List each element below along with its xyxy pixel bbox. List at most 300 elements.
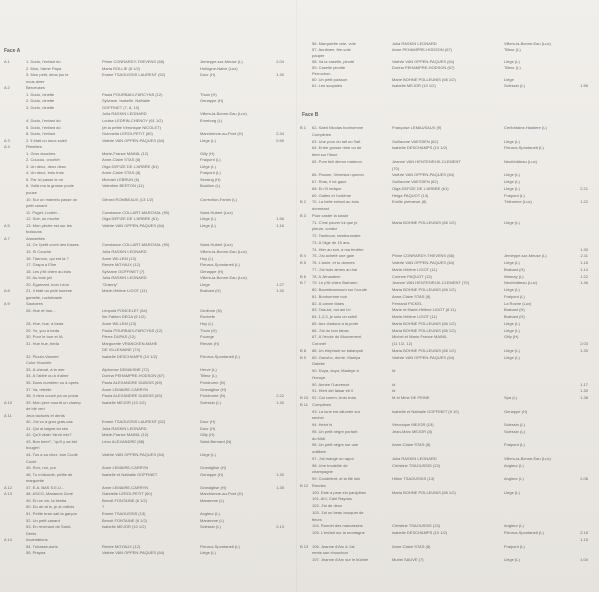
track-title: 75. J'ai acheté une gaie xyxy=(312,254,355,259)
track-place: Grandglise (H) xyxy=(200,485,227,490)
track-singer: Louise LEDRIN-CHENOY (61 1/2) xyxy=(102,118,163,123)
track-code: A 5 xyxy=(4,223,10,228)
track-place: Dour (H) xyxy=(200,426,216,431)
track-singer: DE VILLENAINE (74) xyxy=(102,348,141,353)
track-title: 51. Petite bran sait la garçon xyxy=(26,511,77,516)
track-singer: Id xyxy=(392,369,396,373)
track-code: A 9 xyxy=(4,302,10,307)
track-singer: Julia RASKIN LEONARD xyxy=(102,276,147,281)
track-place: Fraipont (L) xyxy=(504,294,525,299)
track-title: 6. Dodo, l'enfant xyxy=(26,132,56,137)
track-title: Berceuses xyxy=(26,86,45,91)
track-singer: Maria BOHNE POLLEUNIS (66 1/2) xyxy=(392,288,456,292)
track-singer: Maria BOHNE POLLEUNIS (66 1/2) xyxy=(392,321,456,326)
track-title: 45. Ron, ron, pur xyxy=(26,466,57,471)
track-title: 106. Jeanne d'Arc à J'ai xyxy=(312,544,355,549)
track-place: Marchienne-au-Pont (H) xyxy=(200,132,243,137)
track-time: 2.22 xyxy=(276,394,284,399)
track-singer: Muriel SAUVE (7) xyxy=(392,558,424,562)
track-title: 81. Bonhomme noir xyxy=(312,294,347,299)
track-place: Angleur (L) xyxy=(200,511,220,516)
track-code: A 8 xyxy=(4,289,10,294)
track-place: Gilly (H) xyxy=(200,433,215,438)
track-singer: Paula ALEXANDRE DUBOIS (69) xyxy=(102,394,163,399)
track-title: 46. Tu m'aborde, petite de xyxy=(26,472,73,477)
track-singer: Sylviane GOFFINET (7) xyxy=(102,269,145,274)
track-place: Rochefe xyxy=(200,315,215,320)
track-place: Fraipont (L) xyxy=(504,544,525,549)
track-place: Genappe (H) xyxy=(200,99,224,104)
track-code: B 13 xyxy=(300,544,309,549)
track-code: A 10 xyxy=(4,400,13,405)
track-time: 1.30 xyxy=(276,400,284,405)
track-title: 104. Ronnet des marcassins xyxy=(312,524,363,529)
track-singer: Françoise LEMAUSAUX (9) xyxy=(392,126,442,130)
track-singer: Isabelle DESCHAMPS (10 1/2) xyxy=(392,146,448,151)
track-singer: Dorina PEHAMPRE-HODSON (67) xyxy=(102,374,165,379)
track-title: outillare xyxy=(312,450,327,454)
track-singer: Julia RASKIN LEONARD xyxy=(392,42,437,46)
track-place: Erzeburg (L) xyxy=(200,118,223,123)
track-time: 1.56 xyxy=(580,84,588,88)
track-place: Liège (L) xyxy=(504,60,520,64)
track-singer: Michael LEBRUN (6) xyxy=(102,177,140,182)
track-title: 64. Entre grosse rime ou de xyxy=(312,146,362,151)
track-code: B 10 xyxy=(300,396,309,400)
track-title: 102. J'ai de deux xyxy=(312,504,343,508)
track-place: Liège (L) xyxy=(200,164,216,169)
track-title: 54. Tuhasse-avris xyxy=(26,544,58,549)
track-place: Dour (H) xyxy=(200,420,216,425)
track-time: 1.22 xyxy=(580,274,588,279)
track-title: 69. Gaites et l'ordême xyxy=(312,193,352,198)
track-title: Coronel xyxy=(312,342,327,346)
track-singer: Phine CONRARDY-THEVENS (68) xyxy=(392,254,455,259)
track-code: B 3 xyxy=(300,213,307,218)
track-title: 29. Yo, you à beda xyxy=(26,328,60,333)
track-title: 43. Bon beer!", "qu'il y sa bel xyxy=(26,439,77,444)
track-singer: Julia RASKIN LEONARD xyxy=(102,249,147,254)
track-place: Grandglise (H) xyxy=(200,466,227,471)
track-title: 91. Hiert del faisar éti li xyxy=(312,389,353,394)
track-title: 72. Tamboun, tamboumaire xyxy=(312,234,361,238)
track-title: 90. Année l'Laurencé xyxy=(312,382,350,387)
track-title: 47. E.A. BAS S.E.U... xyxy=(26,485,65,490)
track-title: 2. Dodo, ninette xyxy=(26,99,55,104)
track-time: 1.30 xyxy=(580,348,588,353)
track-place: Liège (L) xyxy=(504,558,520,562)
track-place: Fleurus-Spontaneit (L) xyxy=(200,354,240,359)
track-singer: Guillaume VAESSEN (62) xyxy=(392,139,438,144)
track-title: 89. Gavoho, dorrie, Mariiya xyxy=(312,355,361,360)
track-title: 92. Cal comm, trotu trotu xyxy=(312,396,357,400)
track-time: 1.16 xyxy=(276,223,284,228)
track-title: de blé vert xyxy=(26,407,45,412)
track-title: 14. Ce l'petit cochi des fosses xyxy=(26,243,79,248)
track-singer: Emilie pietrarwe (8) xyxy=(392,200,427,205)
track-singer: (70) xyxy=(392,166,400,171)
track-title: 48. ASCO, Marianne Zoné xyxy=(26,492,73,497)
track-place: Saint-Hubert (Lux) xyxy=(200,210,233,215)
track-title: secher xyxy=(312,416,325,421)
track-title: Coulé xyxy=(26,459,37,464)
track-time: 2.06 xyxy=(580,477,588,481)
track-singer: Christine TSAOUSSIS (13) xyxy=(392,463,440,468)
track-singer: Jeanne VAN HENTENRIJK-CLEMENT (70) xyxy=(392,281,469,286)
track-singer: Isabelle MEJOR (10 1/2) xyxy=(102,525,146,530)
track-place: Liège (L) xyxy=(200,223,216,228)
track-place: Genappe (H) xyxy=(200,269,224,274)
track-title: 30. Pour le tour et IA xyxy=(26,335,63,340)
track-place: Liège (L) xyxy=(200,138,216,143)
track-place: Liège (L) xyxy=(504,261,520,265)
track-singer: Olga DEFIZE DE L'ARBRE (61) xyxy=(102,164,159,169)
track-place: Gilly (H) xyxy=(200,151,215,156)
track-title: marguette xyxy=(26,479,45,484)
track-title: 74. Hier au soir, à ma fenêtre xyxy=(312,247,364,252)
track-place: Huy (L) xyxy=(200,256,214,261)
track-singer: Valérie VAN OPPEN-PAQUES (64) xyxy=(392,261,455,265)
track-singer: Sylviane, Isabelle, Nathalie xyxy=(102,99,151,104)
track-singer: Id xyxy=(392,389,396,394)
track-place: Neufchâteau (Lux) xyxy=(504,159,537,164)
track-place: Sclessin (L) xyxy=(504,423,525,427)
track-singer: Isabelle DESCHAMPS (10 1/2) xyxy=(392,531,448,535)
track-title: 41. Qui ai taigné-toi ses xyxy=(26,426,69,431)
track-time: 2.21 xyxy=(580,186,588,191)
track-singer: Anne WILLEM (13) xyxy=(102,322,137,326)
track-place: Tilleur (L) xyxy=(504,66,521,70)
track-place: Bouillon (L) xyxy=(200,184,221,189)
track-title: 4. Un deux, trois trois xyxy=(26,171,64,176)
track-singer: Guillaume VAESSEN (62) xyxy=(392,180,438,184)
track-title: 15. Si Couche xyxy=(26,249,52,254)
track-code: B 7 xyxy=(300,281,307,286)
track-singer: Pierre DUPAS (12) xyxy=(102,335,136,340)
track-title: l'invoye xyxy=(312,375,326,380)
column-divider xyxy=(296,0,297,592)
track-title: 1. Dodo, ninette xyxy=(26,92,55,97)
track-title: fleurs xyxy=(312,517,322,522)
track-time: 1.22 xyxy=(580,200,588,205)
track-title: 82. À canne blaes xyxy=(312,301,345,306)
track-singer: Julia RASKIN LEONARD xyxy=(102,112,147,117)
track-singer: Julia RASKIN LEONARD xyxy=(102,426,147,431)
track-singer: Id xyxy=(392,382,396,387)
track-place: Villers-la-Bonne-Eau (Lux) xyxy=(200,249,247,254)
track-title: 1. Gros douches xyxy=(26,151,56,156)
track-title: 79. Le p'tit chien Barbarín xyxy=(312,281,358,286)
track-title: buissons xyxy=(26,230,42,235)
track-place: Fleurus-Spontaneit (L) xyxy=(200,544,240,549)
track-title: petit canard xyxy=(26,204,47,209)
track-place: Liège (L) xyxy=(504,490,520,495)
track-title: 60. Un petit poisson xyxy=(312,78,348,82)
track-time: 2.13 xyxy=(276,525,284,530)
track-place: Herve (L) xyxy=(200,367,217,372)
track-singer: Anne LEMAIRE-CARRYN xyxy=(102,485,149,490)
track-place: Villers-la-Bonne-Eau (Lux) xyxy=(504,456,551,461)
track-title: 90. Doya, doya, Madeye à xyxy=(312,369,359,373)
track-singer: ? xyxy=(102,505,105,510)
track-singer: Erwee TSAOUSSIS (13) xyxy=(102,511,146,516)
track-singer: Isabelle et Nathalie GOFFINET (9 10) xyxy=(392,409,459,414)
track-singer: Léon ALEXANDRE (88) xyxy=(102,439,145,444)
track-singer: Maria BOHNE POLLEUNIS (66 1/2) xyxy=(392,348,456,353)
track-singer: Anne-Claire STAS (8) xyxy=(392,544,431,549)
track-place: Angleur (L) xyxy=(504,463,524,468)
track-time: 2.03 xyxy=(580,342,588,346)
track-place: Liège (L) xyxy=(200,453,216,457)
track-singer: Léopold PONCELET (84) xyxy=(102,308,148,313)
track-singer: Valérie VAN OPPEN-PAQUES (64) xyxy=(392,173,455,178)
track-title: 4. Dodo, l'enfant do xyxy=(26,118,61,123)
track-singer: Valentine BERTON (11) xyxy=(102,184,144,189)
track-singer: Gérard ROMBEAUX (13 1/2) xyxy=(102,197,154,202)
track-place: Liège (L) xyxy=(504,288,520,292)
track-place: Cerfontaine-Hastiere (L) xyxy=(504,126,547,130)
track-singer: Isabelle MEJOR (10 1/2) xyxy=(102,400,146,405)
track-title: 18. Les p'tit chien au bois xyxy=(26,269,72,274)
track-title: 3. Un deux, deux deux xyxy=(26,164,67,169)
track-place: Gedinne (N) xyxy=(200,308,222,313)
track-place: Jemeppe-sur-Meuse (L) xyxy=(200,60,243,64)
track-singer: Maria BOHNE POLLEUNIS (66 1/2) xyxy=(392,490,456,495)
track-time: 1.30 xyxy=(580,389,588,394)
track-title: 12. Soir, un moche xyxy=(26,217,60,222)
track-singer: Valérie VAN OPPEN-PAQUES (64) xyxy=(102,223,165,228)
track-title: 3. Dodo, ninette xyxy=(26,105,55,110)
track-singer: Valérie VAN OPPEN-PAQUES (64) xyxy=(102,138,165,143)
track-title: gamelle, ruchebaste xyxy=(26,295,63,300)
track-title: 95. Un petit négre portant xyxy=(312,429,358,434)
track-singer: Anne-Claire STAS (8) xyxy=(392,443,431,448)
track-singer: Marie BOHNE POLLEUNIS (66 1/2) xyxy=(392,78,456,82)
track-singer: Helga PAQUOT (13) xyxy=(392,193,429,198)
track-title: 31. Hue hue, beda xyxy=(26,341,59,346)
track-time: 2.11 xyxy=(580,254,588,259)
track-code: A 7 xyxy=(4,236,10,241)
track-title: pleure, contez xyxy=(312,227,338,232)
track-place: Liège (L) xyxy=(504,348,520,353)
track-time: 1.04 xyxy=(580,558,588,562)
track-code: B 1 xyxy=(300,126,307,130)
track-title: pouce xyxy=(26,191,37,195)
track-singer: Marie-France MAINIL (12) xyxy=(102,433,149,438)
track-time: 1.56 xyxy=(276,217,284,222)
track-title: Denis xyxy=(26,531,37,536)
track-code: B 12 xyxy=(300,483,309,488)
track-title: 34. À l'abbé ou à d'aline xyxy=(26,374,69,379)
track-place: Spa (L) xyxy=(504,396,518,400)
track-title: Incantations xyxy=(26,538,48,543)
track-singer: Maria BOHNE POLLEUNIS (66 1/2) xyxy=(392,220,456,225)
track-title: 2. Mon, l'aime Papa xyxy=(26,66,62,71)
track-title: 2. Coucou, crochet xyxy=(26,158,60,163)
track-title: 35. Dans nombien ou à oprès xyxy=(26,380,79,385)
track-time: 0.59 xyxy=(276,138,284,143)
track-time: 1.46 xyxy=(580,281,588,286)
track-singer: Jeanne VAN HENTENRIJK-CLEMENT xyxy=(392,159,461,164)
track-title: 28. Hue, hue, à beda xyxy=(26,322,64,326)
track-code: B 2 xyxy=(300,200,307,205)
track-singer: M et Mme DE PEINE xyxy=(392,396,430,400)
track-singer: Fernand PICKEL xyxy=(392,301,423,306)
track-code: B 4 xyxy=(300,254,307,259)
track-title: 99. Condiritmt, et la filé loin xyxy=(312,477,361,481)
track-singer: Dorina PEHAMPRE-HODSON (67) xyxy=(392,66,455,70)
track-title: 21. Il était un petit homme xyxy=(26,289,73,294)
track-code: A 12 xyxy=(4,485,13,490)
track-time: 2.15 xyxy=(580,531,588,535)
track-singer: Renée MOYAUX (12) xyxy=(102,544,141,549)
track-singer: Erwee TSAOUSSIS LAURENT (52) xyxy=(102,73,166,78)
track-title: 101. Ah!, Cairi Raydos xyxy=(312,497,352,502)
track-singer: Ilm Fabien DEGA (6 1/2) xyxy=(102,315,146,320)
track-title: 84. 1,2,3, je suis un soleil xyxy=(312,315,357,319)
track-place: Liège (L) xyxy=(504,321,520,326)
track-singer: Erwee TSAOUSSIS LAURENT (52) xyxy=(102,420,166,425)
track-place: Brabant (H) xyxy=(504,308,525,313)
track-singer: Valérie VAN OPPEN-PAQUES (64) xyxy=(102,551,165,556)
track-singer: Isabelle MEJOR (10 1/2) xyxy=(392,84,436,88)
track-place: Liège (L) xyxy=(504,173,520,178)
track-title: 58. Va la caselle, pinoté xyxy=(312,60,355,64)
track-title: 97. J'ai mangé un rapoi xyxy=(312,456,354,461)
track-singer: Isabelle DESCHAMPS (10 1/2) xyxy=(102,354,158,359)
track-title: Jeux tactuels et dents xyxy=(26,413,65,418)
track-title: Pour caster la lunule xyxy=(312,213,349,218)
track-place: Maramme (L) xyxy=(200,518,225,523)
track-title: 78. A Jérusalem xyxy=(312,274,341,279)
track-place: Grandglise (H) xyxy=(200,387,227,392)
track-singer: Isabelle et Nathalie GOFFINET xyxy=(102,472,158,477)
track-time: 1.30 xyxy=(276,73,284,78)
track-code: A 11 xyxy=(4,413,12,418)
track-place: Liège (L) xyxy=(200,217,216,222)
track-title: 19. Au bois joli xyxy=(26,276,52,281)
track-place: Jemeppe-sur-Meuse (L) xyxy=(504,254,547,259)
track-place: Fleurus-Spontaneit (L) xyxy=(504,146,544,151)
track-title: 98. Une bouteille de xyxy=(312,463,348,468)
track-place: Sclessin (L) xyxy=(200,525,221,530)
track-time: 2.34 xyxy=(276,132,284,137)
track-singer: Corinne PAQUOT (13) xyxy=(392,274,432,279)
track-title: remis son chouchon xyxy=(312,551,348,556)
track-singer: Renée MOYAUX (12) xyxy=(102,263,141,268)
track-title: 17. Grapa a Elire xyxy=(26,263,57,268)
track-title: 2. Il était un doux soleil xyxy=(26,138,67,143)
track-code: B 9 xyxy=(300,355,307,360)
track-title: Rimettes xyxy=(26,145,42,150)
track-singer: Paula ALEXANDRE DUBOIS (69) xyxy=(102,380,163,385)
track-title: 66. Paoum, l'ebresion qumon xyxy=(312,173,364,178)
track-title: nous aime xyxy=(26,79,45,84)
track-code: A 13 xyxy=(4,492,13,497)
track-singer: Paula POURBAIX-FARCYNS (12) xyxy=(102,328,163,333)
track-title: 77. J'ai trois aimes au bal xyxy=(312,267,358,272)
track-code: A 3 xyxy=(4,138,10,143)
track-title: 107. Jeanne d'Arc sur le bûcher xyxy=(312,558,369,562)
track-title: 39. Mon père nourrit un champ xyxy=(26,400,81,405)
track-title: 26. Hue et hue... xyxy=(26,308,56,313)
track-singer: (11 1/2, 12) xyxy=(392,342,413,346)
track-title: 13. Mon pêche est sur les xyxy=(26,223,72,228)
track-place: Sclessin (L) xyxy=(200,400,221,405)
track-title: 16. Tiarmon, qui est la ? xyxy=(26,256,69,261)
track-time: 1.15 xyxy=(580,537,588,542)
track-place: Liège xyxy=(504,78,514,82)
track-title: 105. L'enfant sur la montagne xyxy=(312,531,365,535)
track-place: Gilly (H) xyxy=(504,335,519,340)
track-singer: Maria ROLLIE (8 1/2) xyxy=(102,66,141,71)
track-place: Tilleur (L) xyxy=(504,48,521,52)
track-title: 56. Marquerite vole, vole xyxy=(312,42,356,46)
track-title: Galette xyxy=(312,362,325,367)
track-title: Comptines xyxy=(312,402,332,407)
track-code: A 1 xyxy=(4,60,10,64)
track-place: Warnay (L) xyxy=(504,274,524,279)
track-place: Téléneine (Lux) xyxy=(504,200,532,205)
track-title: 55. Prayna xyxy=(26,551,46,556)
track-singer: Marie-Hélène LIGOT (11) xyxy=(392,315,437,319)
track-singer: Anne-Claire STAS (8) xyxy=(392,294,431,299)
track-title: 5. Par ici passe le roi xyxy=(26,177,64,182)
track-title: Complines xyxy=(312,132,331,137)
track-place: Villers-la-Bonne-Eau (Lux) xyxy=(200,112,247,117)
track-singer: Marie-Hélène LIGOT (11) xyxy=(102,289,147,294)
track-title: 52. Un petit canard xyxy=(26,518,60,523)
track-title: 57. Anutinee, fée-vole xyxy=(312,48,351,52)
track-place: Tilleur (L) xyxy=(200,374,217,379)
track-singer: Benoit FONTAINE (6 1/2) xyxy=(102,498,148,503)
track-title: 76. L'amie, et tu donnes xyxy=(312,261,355,265)
track-title: 62. Saint Nicolas bonhomme xyxy=(312,126,364,130)
track-code: A 14 xyxy=(4,538,13,543)
track-singer: Alphonse DEMAISNE (72) xyxy=(102,367,149,372)
track-singer: Paula POURBAIX-FARCYNS (12) xyxy=(102,92,163,97)
face-b-heading: Face B xyxy=(302,112,319,118)
track-title: 3. Mon petit, deux jou le xyxy=(26,73,69,78)
track-title: 6. Voilà ma la grosse poule xyxy=(26,184,75,189)
track-singer: Anne WILLEM (13) xyxy=(102,256,137,261)
track-title: 100. Este a pear ein panipihes xyxy=(312,490,367,495)
track-time: 1.17 xyxy=(580,382,588,387)
track-place: Seraing (H) xyxy=(200,177,221,182)
track-time: 1.30 xyxy=(276,289,284,294)
track-time: 1.38 xyxy=(580,396,588,400)
track-place: Fleurus-Spontaneit (L) xyxy=(200,263,240,268)
track-place: Renaix (H) xyxy=(200,341,220,346)
track-title: 93. La lune est allumée sur xyxy=(312,409,361,414)
track-singer: Jean-Marc MEJOR (8) xyxy=(392,429,433,434)
track-singer: Constance COLLART-MARCHAL (90) xyxy=(102,210,170,215)
track-title: 85. Aux chatons à la porte xyxy=(312,321,359,326)
track-place: Angleur (L) xyxy=(504,524,524,529)
track-time: 1.30 xyxy=(580,247,588,252)
track-singer: Marie-Hélène LIGOT (11) xyxy=(392,267,437,272)
track-place: Maramme (L) xyxy=(200,498,225,503)
track-singer: Guinnella LEROI-PETIT (60) xyxy=(102,132,153,137)
track-place: Liège (L) xyxy=(504,139,520,144)
track-title: 38. Il viers couvé pa un pocar xyxy=(26,394,79,399)
track-place: Liège (L) xyxy=(504,355,520,360)
track-singer: Phine CONRARDY-THEVENS (68) xyxy=(102,60,165,64)
track-place: Dour (H) xyxy=(200,73,216,78)
track-title: 73. À l'âge de 15 ans xyxy=(312,240,350,245)
track-title: 70. La belle enfant au bois xyxy=(312,200,359,205)
track-time: 2.04 xyxy=(276,60,284,64)
